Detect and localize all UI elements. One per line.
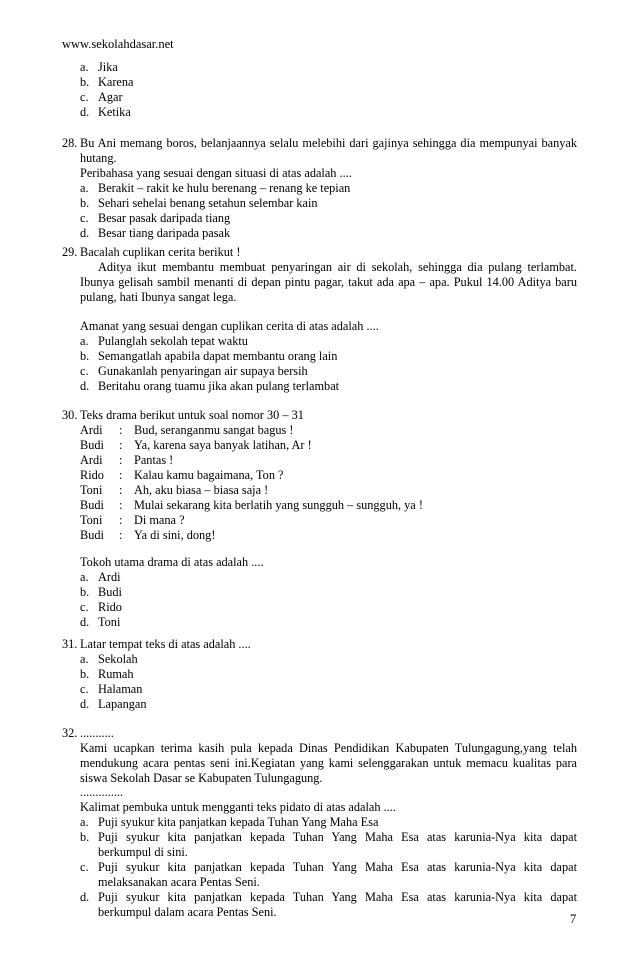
dialogue-line: Ardi : Pantas ! <box>80 453 174 467</box>
option-a: a. Ardi <box>80 570 121 584</box>
option-d: d. Lapangan <box>80 697 147 711</box>
question-number: 29. <box>62 245 78 259</box>
option-d: d. Besar tiang daripada pasak <box>80 226 231 240</box>
question-number: 32. <box>62 726 78 740</box>
dialogue-line: Toni : Ah, aku biasa – biasa saja ! <box>80 483 269 497</box>
option-b: b. Semangatlah apabila dapat membantu orang lain <box>80 349 338 363</box>
question-text: Bu Ani memang boros, belanjaannya selalu melebihi dari gajinya sehingga dia mempunyai banyak <box>80 136 577 150</box>
dialogue-line: Budi : Mulai sekarang kita berlatih yang sungguh – sungguh, ya ! <box>80 498 423 512</box>
page-number: 7 <box>570 912 577 926</box>
option-b: b. Budi <box>80 585 122 599</box>
option-c: c. Halaman <box>80 682 143 696</box>
option-d-continuation: berkumpul dalam acara Pentas Seni. <box>98 905 277 919</box>
question-intro: Teks drama berikut untuk soal nomor 30 – 31 <box>80 408 304 422</box>
option-c: c. Agar <box>80 90 123 104</box>
story-text: Ibunya gelisah sambil menanti di depan pintu pagar, takut ada apa – apa. Pukul 14.00 Aditya baru <box>80 275 577 289</box>
question-prompt: Peribahasa yang sesuai dengan situasi di atas adalah .... <box>80 166 352 180</box>
question-prompt: Kalimat pembuka untuk mengganti teks pidato di atas adalah .... <box>80 800 396 814</box>
dialogue-line: Toni : Di mana ? <box>80 513 185 527</box>
blank-placeholder: .............. <box>80 785 124 799</box>
dialogue-line: Ardi : Bud, seranganmu sangat bagus ! <box>80 423 294 437</box>
speech-text: siswa Sekolah Dasar se Kabupaten Tulungagung. <box>80 771 323 785</box>
option-a: a. Pulanglah sekolah tepat waktu <box>80 334 248 348</box>
option-b-continuation: berkumpul di sini. <box>98 845 188 859</box>
question-prompt: Latar tempat teks di atas adalah .... <box>80 637 251 651</box>
option-c: c. Besar pasak daripada tiang <box>80 211 231 225</box>
option-b: b. Sehari sehelai benang setahun selembar kain <box>80 196 318 210</box>
option-d: d. Beritahu orang tuamu jika akan pulang terlambat <box>80 379 340 393</box>
question-prompt: Tokoh utama drama di atas adalah .... <box>80 555 264 569</box>
option-c: c. Rido <box>80 600 122 614</box>
question-intro: Bacalah cuplikan cerita berikut ! <box>80 245 241 259</box>
option-c: c. Gunakanlah penyaringan air supaya bersih <box>80 364 308 378</box>
dialogue-line: Budi : Ya, karena saya banyak latihan, Ar ! <box>80 438 312 452</box>
option-c-continuation: melaksanakan acara Pentas Seni. <box>98 875 260 889</box>
option-a: a. Puji syukur kita panjatkan kepada Tuhan Yang Maha Esa <box>80 815 379 829</box>
dialogue-line: Rido : Kalau kamu bagaimana, Ton ? <box>80 468 284 482</box>
story-text: pulang, hati Ibunya sangat lega. <box>80 290 237 304</box>
question-number: 30. <box>62 408 78 422</box>
option-d: d. Ketika <box>80 105 131 119</box>
question-prompt: Amanat yang sesuai dengan cuplikan cerita di atas adalah .... <box>80 319 379 333</box>
question-number: 28. <box>62 136 78 150</box>
blank-placeholder: ........... <box>80 726 114 740</box>
site-url: www.sekolahdasar.net <box>62 37 174 51</box>
option-a: a. Jika <box>80 60 118 74</box>
story-text: Aditya ikut membantu membuat penyaringan air di sekolah, sehingga dia pulang terlambat. <box>98 260 577 274</box>
option-b: b. Rumah <box>80 667 134 681</box>
option-b: b. Karena <box>80 75 134 89</box>
dialogue-line: Budi : Ya di sini, dong! <box>80 528 216 542</box>
speech-text: mendukung acara pentas seni ini.Kegiatan yang kami selenggarakan untuk memacu kualitas para <box>80 756 577 770</box>
speech-text: Kami ucapkan terima kasih pula kepada Dinas Pendidikan Kabupaten Tulungagung,yang telah <box>80 741 577 755</box>
document-page: www.sekolahdasar.net a. Jika b. Karena c. Agar d. Ketika 28. Bu Ani memang boros, belanjaannya selalu melebihi dari gajinya sehingga dia mempunyai banyak hutang. Peribahasa yang sesuai dengan situasi di atas adalah .... a. Berakit – rakit ke hulu berenang – renang ke tepian b. Sehari sehelai benang setahun selembar kain c. Besar pasak daripada tiang d. Besar tiang daripada pasak 29. Bacalah cuplikan cerita berikut ! Aditya ikut membantu membuat penyaringan air di sekolah, sehingga dia pulang terlambat. Ibunya gelisah sambil menanti di depan pintu pagar, takut ada apa – apa. Pukul 14.00 Aditya baru pulang, hati Ibunya sangat lega. Amanat yang sesuai dengan cuplikan cerita di atas adalah .... a. Pulanglah sekolah tepat waktu b. Semangatlah apabila dapat membantu orang lain c. Gunakanlah penyaringan air supaya bersih d. Beritahu orang tuamu jika akan pulang terlambat 30. Teks drama berikut untuk soal nomor 30 – 31 Ardi : Bud, seranganmu sangat bagus ! Budi : Ya, karena saya banyak latihan, Ar ! Ardi : Pantas ! Rido : Kalau kamu bagaimana, Ton ? Toni : Ah, aku biasa – biasa saja ! Budi : Mulai sekarang kita berlatih yang sungguh – sungguh, ya ! Toni : Di mana ? Budi : Ya di sini, dong! Tokoh utama drama di atas adalah .... a. Ardi b. Budi c. Rido d. Toni 31. Latar tempat teks di atas adalah .... a. Sekolah b. Rumah c. Halaman d. Lapangan 32. ........... Kami ucapkan terima kasih pula kepada Dinas Pendidikan Kabupaten Tulungagung,yang telah mendukung acara pentas seni ini.Kegiatan yang kami selenggarakan untuk memacu kualitas para siswa Sekolah Dasar se Kabupaten Tulungagung. .............. Kalimat pembuka untuk mengganti teks pidato di atas adalah .... a. Puji syukur kita panjatkan kepada Tuhan Yang Maha Esa b. Puji syukur kita panjatkan kepada Tuhan Yang Maha Esa atas karunia-Nya kita dapat berkumpul di sini. c. Puji syukur kita panjatkan kepada Tuhan Yang Maha Esa atas karunia-Nya kita dapat melaksanakan acara Pentas Seni. d. Puji syukur kita panjatkan kepada Tuhan Yang Maha Esa atas karunia-Nya kita dapat berkumpul dalam acara Pentas Seni. 7 <box>62 37 577 926</box>
question-number: 31. <box>62 637 78 651</box>
option-a: a. Sekolah <box>80 652 138 666</box>
option-a: a. Berakit – rakit ke hulu berenang – renang ke tepian <box>80 181 351 195</box>
option-d: d. Toni <box>80 615 121 629</box>
question-text: hutang. <box>80 151 117 165</box>
